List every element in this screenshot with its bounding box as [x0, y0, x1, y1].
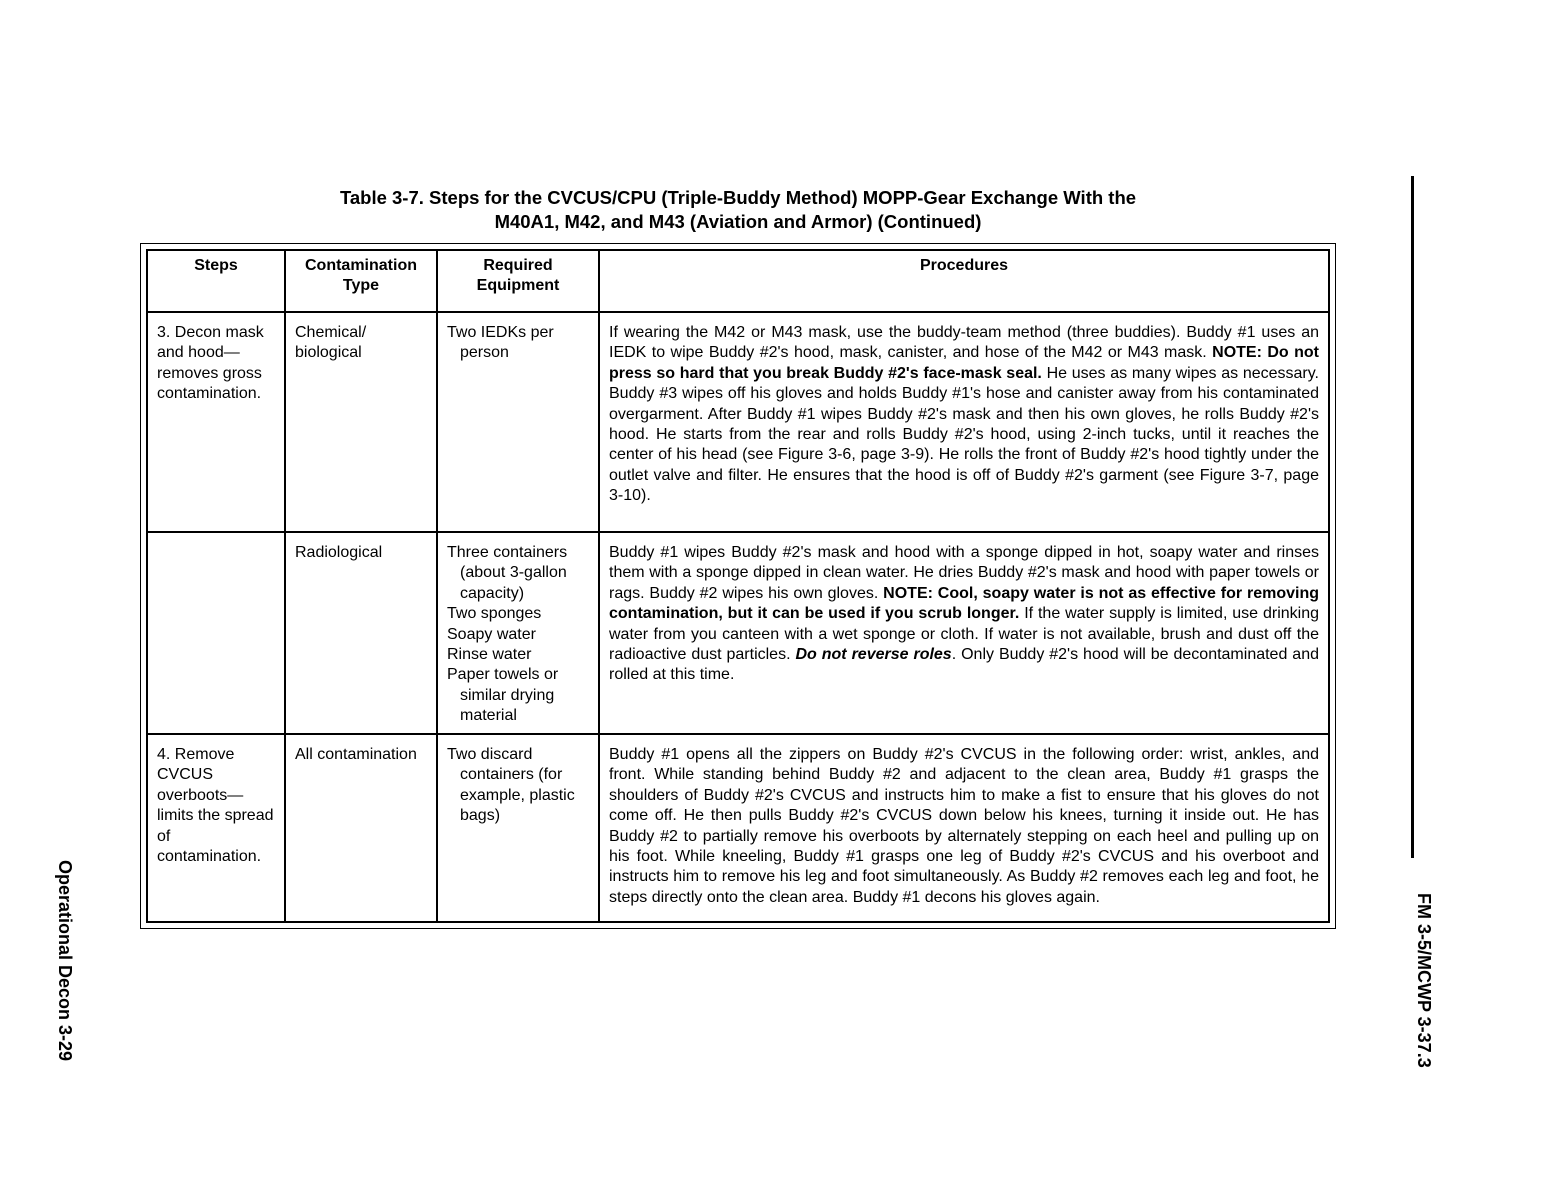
step-cell: 3. Decon mask and hood—removes gross contamination. [147, 312, 285, 532]
procedure-cell: If wearing the M42 or M43 mask, use the buddy-team method (three buddies). Buddy #1 uses an IEDK to wipe Buddy #2's hood, mask, canister, and hose of the M42 or M43 mask. NOTE: Do not press so hard that you break Buddy #2's face-mask seal. He uses as many wipes as necessary. Buddy #3 wipes off his gloves and holds Buddy #1's hose and canister away from his contaminated overgarment. After Buddy #1 wipes Buddy #2's mask and then his own gloves, he rolls Buddy #2's hood. He starts from the rear and rolls Buddy #2's hood, using 2-inch tucks, until it reaches the center of his head (see Figure 3-6, page 3-9). He rolls the front of Buddy #2's hood tightly under the outlet valve and filter. He ensures that the hood is off of Buddy #2's garment (see Figure 3-7, page 3-10). [599, 312, 1329, 532]
table-title-line2: M40A1, M42, and M43 (Aviation and Armor) (Continued) [494, 211, 982, 232]
header-required-equipment: Required Equipment [437, 250, 599, 312]
table-frame [140, 243, 1336, 929]
equipment-cell [437, 532, 599, 734]
header-contamination-type: Contamination Type [285, 250, 437, 312]
manual-id-label: FM 3-5/MCWP 3-37.3 [1414, 893, 1434, 1068]
step-cell: 4. Remove CVCUS overboots—limits the spread of contamination. [147, 734, 285, 922]
procedure-cell: Buddy #1 wipes Buddy #2's mask and hood with a sponge dipped in hot, soapy water and rinses them with a sponge dipped in clean water. He dries Buddy #2's mask and hood with paper towels or rags. Buddy #2 wipes his own gloves. NOTE: Cool, soapy water is not as effective for removing contamination, but it can be used if you scrub longer. If the water supply is limited, use drinking water from you canteen with a wet sponge or cloth. If water is not available, brush and dust off the radioactive dust particles. Do not reverse roles. Only Buddy #2's hood will be decontaminated and rolled at this time. [599, 532, 1329, 734]
equipment-item: Three containers (about 3-gallon capacity) [447, 544, 568, 602]
table-title-line1: Table 3-7. Steps for the CVCUS/CPU (Triple-Buddy Method) MOPP-Gear Exchange With the [339, 187, 1137, 208]
header-steps: Steps [147, 250, 285, 312]
emphasis-text: Do not reverse roles [795, 646, 952, 664]
equipment-cell [437, 312, 599, 532]
equipment-item: Paper towels or similar drying material [447, 666, 559, 725]
procedures-table [146, 249, 1330, 923]
table-title [140, 186, 1336, 234]
table-header-row [147, 250, 1329, 312]
equipment-item: Two IEDKs per person [447, 324, 554, 362]
page-footer-left [47, 860, 87, 1066]
table-row [147, 532, 1329, 734]
equipment-item: Soapy water [447, 625, 536, 643]
contamination-cell: Radiological [285, 532, 437, 734]
table-row [147, 312, 1329, 532]
table-row [147, 734, 1329, 922]
contamination-cell: All contamination [285, 734, 437, 922]
equipment-item: Rinse water [447, 646, 532, 664]
note-text: NOTE: Cool, soapy water is not as effective for removing contamination, but it can be used if you scrub longer. [609, 584, 1320, 623]
equipment-item: Two discard containers (for example, plastic bags) [447, 746, 575, 825]
equipment-cell [437, 734, 599, 922]
procedure-cell: Buddy #1 opens all the zippers on Buddy #2's CVCUS in the following order: wrist, ankles, and front. While standing behind Buddy #2 and adjacent to the clean area, Buddy #1 grasps the shoulders of Buddy #2's CVCUS and instructs him to make a fist to ensure that his gloves do not come off. He then pulls Buddy #2's CVCUS down below his knees, turning it inside out. He has Buddy #2 to partially remove his overboots by alternately stepping on each heel and pulling up on his foot. While kneeling, Buddy #1 grasps one leg of Buddy #2's CVCUS and his overboot and instructs him to remove his leg and foot simultaneously. As Buddy #2 removes each leg and foot, he steps directly onto the clean area. Buddy #1 decons his gloves again. [599, 734, 1329, 922]
section-page-label: Operational Decon 3-29 [55, 860, 75, 1062]
equipment-item: Two sponges [447, 605, 542, 623]
note-text: NOTE: Do not press so hard that you break Buddy #2's face-mask seal. [609, 344, 1319, 382]
page-footer-right [1406, 893, 1446, 1073]
header-procedures: Procedures [599, 250, 1329, 312]
contamination-cell: Chemical/ biological [285, 312, 437, 532]
step-cell [147, 532, 285, 734]
margin-rule [1411, 176, 1414, 858]
